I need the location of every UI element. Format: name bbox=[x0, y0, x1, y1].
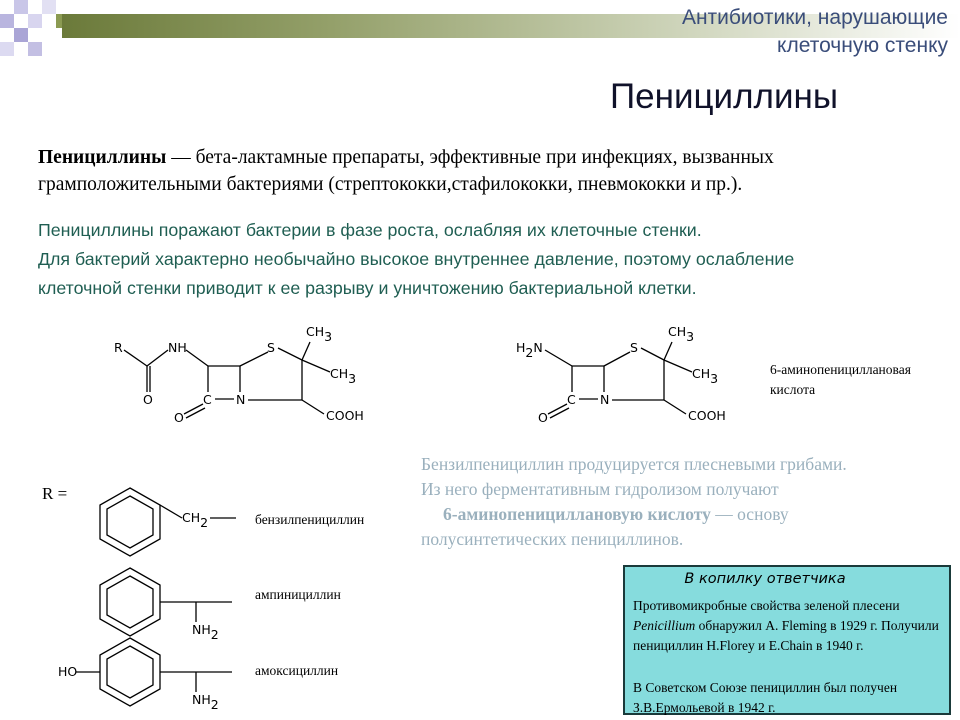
atom-s-2: S bbox=[630, 340, 638, 355]
intro-definition: — бета-лактамные препараты, эффективные при инфекциях, вызванных грамположительными бактериями (стрептококки,стафилококки, пневмококки и пр.). bbox=[38, 147, 774, 195]
mechanism-line1: Пенициллины поражают бактерии в фазе роста, ослабляя их клеточные стенки. bbox=[38, 220, 702, 240]
semisynthetic-paragraph bbox=[421, 452, 956, 552]
atom-c: C bbox=[203, 392, 212, 407]
history-p1-start: Противомикробные свойства зеленой плесени bbox=[633, 598, 900, 613]
atom-r: R bbox=[114, 340, 123, 355]
semisynthetic-line2: Из него ферментативным гидролизом получают bbox=[421, 479, 779, 499]
atom-ch3-a: CH3 bbox=[306, 324, 333, 344]
atom-o-2: O bbox=[174, 410, 184, 425]
atom-nh2-2: NH2 bbox=[192, 692, 219, 712]
history-note-header: В копилку ответчика bbox=[684, 571, 846, 587]
atom-cooh-2: COOH bbox=[688, 408, 726, 423]
atom-ch3-d: CH3 bbox=[692, 366, 719, 386]
atom-o: O bbox=[143, 392, 153, 407]
header-subtitle-line2: клеточную стенку bbox=[777, 34, 948, 57]
atom-ch3-c: CH3 bbox=[668, 324, 695, 344]
history-p1-italic: Penicillium bbox=[633, 618, 696, 633]
atom-ch3-b: CH3 bbox=[330, 366, 357, 386]
aminopenicillanic-acid-structure bbox=[516, 324, 726, 425]
history-p1-end: обнаружил A. Fleming в 1929 г. Получили пенициллин H.Florey и E.Chain в 1940 г. bbox=[633, 618, 939, 653]
atom-s: S bbox=[267, 340, 275, 355]
atom-o-3: O bbox=[538, 410, 548, 425]
semisynthetic-line3: — основу bbox=[710, 504, 789, 524]
semisynthetic-bold-term: 6-аминопенициллановую кислоту bbox=[443, 504, 711, 524]
atom-cooh: COOH bbox=[326, 408, 364, 423]
history-note-paragraph1 bbox=[633, 596, 948, 656]
substituent-name-amoxicillin: амоксициллин bbox=[255, 663, 339, 678]
penicillin-general-structure bbox=[114, 324, 364, 425]
atom-ch2: CH2 bbox=[182, 510, 209, 530]
benzyl-structure bbox=[100, 488, 236, 556]
intro-term: Пенициллины bbox=[38, 147, 167, 168]
atom-nh: NH bbox=[168, 340, 187, 355]
atom-c-2: C bbox=[567, 392, 576, 407]
atom-n: N bbox=[236, 392, 246, 407]
r-equals-label: R = bbox=[42, 484, 68, 503]
ampicillin-structure bbox=[100, 568, 232, 642]
amoxicillin-structure bbox=[58, 638, 232, 712]
atom-ho: HO bbox=[58, 664, 78, 679]
page-title: Пенициллины bbox=[610, 77, 838, 116]
mechanism-line3: клеточной стенки приводит к ее разрыву и уничтожению бактериальной клетки. bbox=[38, 278, 697, 298]
atom-nh2: NH2 bbox=[192, 622, 219, 642]
substituent-name-ampicillin: ампинициллин bbox=[255, 587, 341, 602]
semisynthetic-line4: полусинтетических пенициллинов. bbox=[421, 529, 684, 549]
atom-n-2: N bbox=[600, 392, 610, 407]
semisynthetic-line1: Бензилпенициллин продуцируется плесневыми грибами. bbox=[421, 454, 847, 474]
atom-h2n: H2N bbox=[516, 340, 543, 360]
history-note-paragraph2: В Советском Союзе пенициллин был получен З.В.Ермольевой в 1942 г. bbox=[633, 680, 898, 715]
aminopenicillanic-acid-label: 6-аминопенициллановая кислота bbox=[770, 362, 911, 397]
substituent-name-benzylpenicillin: бензилпенициллин bbox=[255, 512, 365, 527]
mechanism-line2: Для бактерий характерно необычайно высокое внутреннее давление, поэтому ослабление bbox=[38, 249, 795, 269]
header-subtitle-line1: Антибиотики, нарушающие bbox=[681, 6, 948, 29]
